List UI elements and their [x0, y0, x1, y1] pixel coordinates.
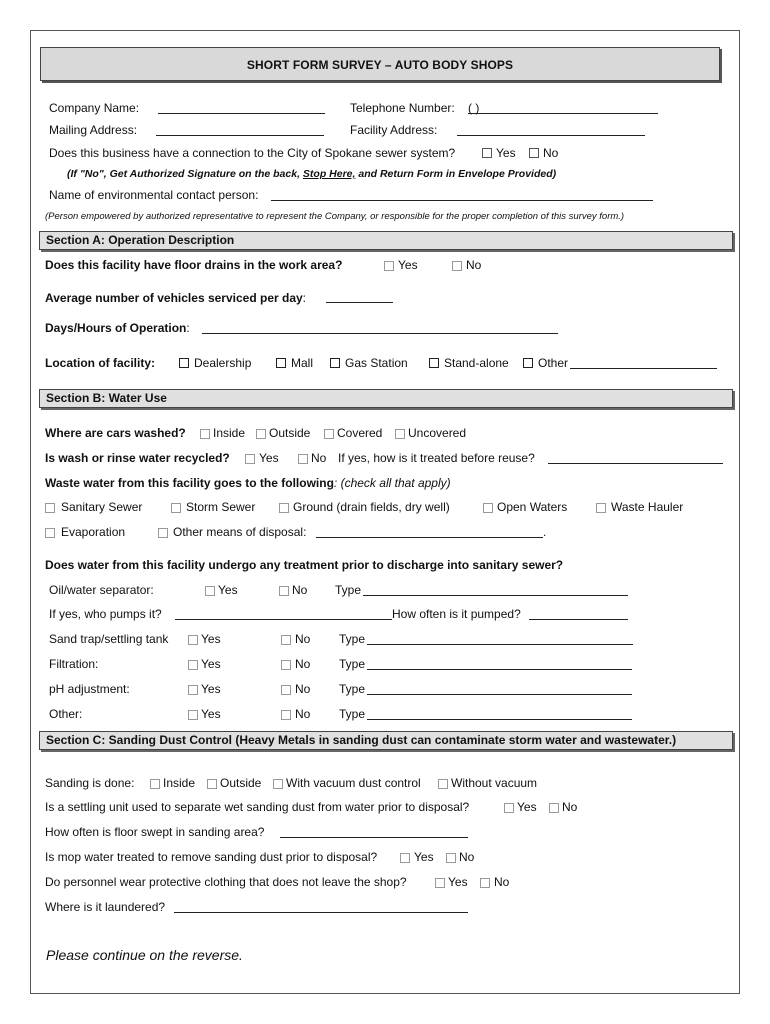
wash-outside-label: Outside — [269, 426, 311, 440]
other-type-field[interactable] — [367, 719, 632, 720]
sanding-vacuum-label: With vacuum dust control — [286, 776, 421, 790]
dest-open-waters-label: Open Waters — [497, 500, 568, 514]
sand-trap-type-field[interactable] — [367, 644, 633, 645]
ph-yes-label: Yes — [201, 682, 221, 696]
sanding-vacuum-checkbox[interactable] — [273, 779, 283, 789]
who-pumps-label: If yes, who pumps it? — [49, 607, 162, 621]
continue-note: Please continue on the reverse. — [46, 947, 243, 963]
section-b-title: Section B: Water Use — [46, 391, 167, 405]
filtration-type-field[interactable] — [367, 669, 632, 670]
settling-unit-yes-checkbox[interactable] — [504, 803, 514, 813]
floor-drains-no-checkbox[interactable] — [452, 261, 462, 271]
sanding-no-vacuum-label: Without vacuum — [451, 776, 538, 790]
sand-trap-no-checkbox[interactable] — [281, 635, 291, 645]
oil-water-type-field[interactable] — [363, 595, 628, 596]
location-other-checkbox[interactable] — [523, 358, 533, 368]
mailing-address-label: Mailing Address: — [49, 123, 138, 137]
mop-water-question: Is mop water treated to remove sanding dust prior to disposal? — [45, 850, 378, 864]
wash-inside-checkbox[interactable] — [200, 429, 210, 439]
other-treatment-label: Other: — [49, 707, 83, 721]
location-mall-checkbox[interactable] — [276, 358, 286, 368]
wash-inside-label: Inside — [213, 426, 246, 440]
treatment-question: Does water from this facility undergo any treatment prior to discharge into sanitary sewer? — [45, 558, 564, 572]
location-mall-label: Mall — [291, 356, 314, 370]
sewer-no-checkbox[interactable] — [529, 148, 539, 158]
dest-ground-checkbox[interactable] — [279, 503, 289, 513]
ph-no-checkbox[interactable] — [281, 685, 291, 695]
how-often-pumped-label: How often is it pumped? — [392, 607, 521, 621]
section-c-header — [39, 731, 733, 750]
location-dealership-checkbox[interactable] — [179, 358, 189, 368]
mop-water-yes-label: Yes — [414, 850, 434, 864]
clothing-yes-checkbox[interactable] — [435, 878, 445, 888]
dest-waste-hauler-label: Waste Hauler — [611, 500, 684, 514]
stop-here: Stop Here, — [302, 168, 356, 180]
treated-before-reuse-field[interactable] — [548, 463, 723, 464]
sanding-outside-checkbox[interactable] — [207, 779, 217, 789]
who-pumps-field[interactable] — [175, 619, 392, 620]
telephone-label: Telephone Number: — [350, 101, 455, 115]
dest-sanitary-sewer-label: Sanitary Sewer — [61, 500, 143, 514]
sand-trap-no-label: No — [295, 632, 311, 646]
sand-trap-yes-checkbox[interactable] — [188, 635, 198, 645]
dest-evaporation-checkbox[interactable] — [45, 528, 55, 538]
company-name-field[interactable] — [158, 113, 325, 114]
form-title: SHORT FORM SURVEY – AUTO BODY SHOPS — [246, 58, 514, 72]
how-often-pumped-field[interactable] — [529, 619, 628, 620]
wash-covered-label: Covered — [337, 426, 383, 440]
vehicles-field[interactable] — [326, 302, 393, 303]
oil-water-type-label: Type — [335, 583, 362, 597]
wash-uncovered-label: Uncovered — [408, 426, 467, 440]
floor-swept-question: How often is floor swept in sanding area? — [45, 825, 265, 839]
mop-water-no-label: No — [459, 850, 475, 864]
facility-address-label: Facility Address: — [350, 123, 438, 137]
wash-uncovered-checkbox[interactable] — [395, 429, 405, 439]
clothing-question: Do personnel wear protective clothing that does not leave the shop? — [45, 875, 407, 889]
dest-other-field[interactable] — [316, 537, 543, 538]
sand-trap-label: Sand trap/settling tank — [49, 632, 169, 646]
location-gas-station-label: Gas Station — [345, 356, 408, 370]
sewer-yes-label: Yes — [496, 146, 516, 160]
settling-unit-no-checkbox[interactable] — [549, 803, 559, 813]
oil-water-yes-label: Yes — [218, 583, 238, 597]
sand-trap-yes-label: Yes — [201, 632, 221, 646]
filtration-label: Filtration: — [49, 657, 99, 671]
form-title-box — [40, 47, 720, 81]
company-name-label: Company Name: — [49, 101, 140, 115]
cars-washed-question: Where are cars washed? — [45, 426, 186, 440]
wash-outside-checkbox[interactable] — [256, 429, 266, 439]
env-contact-label: Name of environmental contact person: — [49, 188, 259, 202]
ph-yes-checkbox[interactable] — [188, 685, 198, 695]
mop-water-yes-checkbox[interactable] — [400, 853, 410, 863]
days-hours-field[interactable] — [202, 333, 558, 334]
ph-label: pH adjustment: — [49, 682, 130, 696]
filtration-yes-checkbox[interactable] — [188, 660, 198, 670]
dest-other-checkbox[interactable] — [158, 528, 168, 538]
waste-water-destinations-label: Waste water from this facility goes to the following: (check all that apply) — [45, 476, 451, 490]
filtration-no-label: No — [295, 657, 311, 671]
telephone-field[interactable] — [468, 113, 658, 114]
recycled-question: Is wash or rinse water recycled? — [45, 451, 230, 465]
recycled-yes-label: Yes — [259, 451, 279, 465]
location-dealership-label: Dealership — [194, 356, 252, 370]
phone-area-code: ( ) — [468, 101, 480, 115]
sewer-yes-checkbox[interactable] — [482, 148, 492, 158]
location-other-field[interactable] — [570, 368, 717, 369]
section-a-title: Section A: Operation Description — [46, 233, 235, 247]
sewer-no-label: No — [543, 146, 559, 160]
wash-covered-checkbox[interactable] — [324, 429, 334, 439]
other-type-label: Type — [339, 707, 366, 721]
clothing-no-label: No — [494, 875, 510, 889]
location-stand-alone-checkbox[interactable] — [429, 358, 439, 368]
oil-water-no-label: No — [292, 583, 308, 597]
treated-before-reuse-label: If yes, how is it treated before reuse? — [338, 451, 535, 465]
ph-no-label: No — [295, 682, 311, 696]
laundered-field[interactable] — [174, 912, 468, 913]
recycled-no-checkbox[interactable] — [298, 454, 308, 464]
floor-drains-yes-checkbox[interactable] — [384, 261, 394, 271]
if-no-note: (If "No", Get Authorized Signature on the back, Stop Here, and Return Form in Envelope Provided) — [67, 168, 557, 180]
sanding-outside-label: Outside — [220, 776, 262, 790]
sanding-no-vacuum-checkbox[interactable] — [438, 779, 448, 789]
vehicles-question: Average number of vehicles serviced per day: — [45, 291, 307, 305]
recycled-no-label: No — [311, 451, 327, 465]
filtration-yes-label: Yes — [201, 657, 221, 671]
dest-other-label: Other means of disposal: — [173, 525, 307, 539]
ph-type-label: Type — [339, 682, 366, 696]
oil-water-yes-checkbox[interactable] — [205, 586, 215, 596]
days-hours-label: Days/Hours of Operation: — [45, 321, 190, 335]
dest-storm-sewer-label: Storm Sewer — [186, 500, 256, 514]
location-other-label: Other — [538, 356, 569, 370]
laundered-question: Where is it laundered? — [45, 900, 166, 914]
section-b-header — [39, 389, 733, 408]
dest-evaporation-label: Evaporation — [61, 525, 126, 539]
settling-unit-no-label: No — [562, 800, 578, 814]
sanding-inside-checkbox[interactable] — [150, 779, 160, 789]
env-contact-field[interactable] — [271, 200, 653, 201]
settling-unit-question: Is a settling unit used to separate wet sanding dust from water prior to disposal? — [45, 800, 470, 814]
facility-address-field[interactable] — [457, 135, 645, 136]
location-label: Location of facility: — [45, 356, 156, 370]
floor-drains-yes-label: Yes — [398, 258, 418, 272]
floor-drains-no-label: No — [466, 258, 482, 272]
clothing-no-checkbox[interactable] — [480, 878, 490, 888]
floor-drains-question: Does this facility have floor drains in the work area? — [45, 258, 343, 272]
section-c-title: Section C: Sanding Dust Control (Heavy Metals in sanding dust can contaminate storm water and wastewater.) — [46, 733, 677, 747]
dest-other-period: . — [543, 525, 547, 539]
location-stand-alone-label: Stand-alone — [444, 356, 509, 370]
section-a-header — [39, 231, 733, 250]
dest-open-waters-checkbox[interactable] — [483, 503, 493, 513]
filtration-type-label: Type — [339, 657, 366, 671]
mop-water-no-checkbox[interactable] — [446, 853, 456, 863]
other-yes-label: Yes — [201, 707, 221, 721]
sanding-done-label: Sanding is done: — [45, 776, 135, 790]
person-note: (Person empowered by authorized representative to represent the Company, or responsible for the proper completion of this survey form.) — [45, 211, 625, 222]
mailing-address-field[interactable] — [156, 135, 324, 136]
other-yes-checkbox[interactable] — [188, 710, 198, 720]
sand-trap-type-label: Type — [339, 632, 366, 646]
recycled-yes-checkbox[interactable] — [245, 454, 255, 464]
ph-type-field[interactable] — [367, 694, 632, 695]
dest-waste-hauler-checkbox[interactable] — [596, 503, 606, 513]
other-no-checkbox[interactable] — [281, 710, 291, 720]
clothing-yes-label: Yes — [448, 875, 468, 889]
dest-storm-sewer-checkbox[interactable] — [171, 503, 181, 513]
filtration-no-checkbox[interactable] — [281, 660, 291, 670]
location-gas-station-checkbox[interactable] — [330, 358, 340, 368]
other-no-label: No — [295, 707, 311, 721]
dest-ground-label: Ground (drain fields, dry well) — [293, 500, 450, 514]
settling-unit-yes-label: Yes — [517, 800, 537, 814]
oil-water-no-checkbox[interactable] — [279, 586, 289, 596]
floor-swept-field[interactable] — [280, 837, 468, 838]
dest-sanitary-sewer-checkbox[interactable] — [45, 503, 55, 513]
sewer-question: Does this business have a connection to the City of Spokane sewer system? — [49, 146, 456, 160]
sanding-inside-label: Inside — [163, 776, 196, 790]
oil-water-label: Oil/water separator: — [49, 583, 154, 597]
